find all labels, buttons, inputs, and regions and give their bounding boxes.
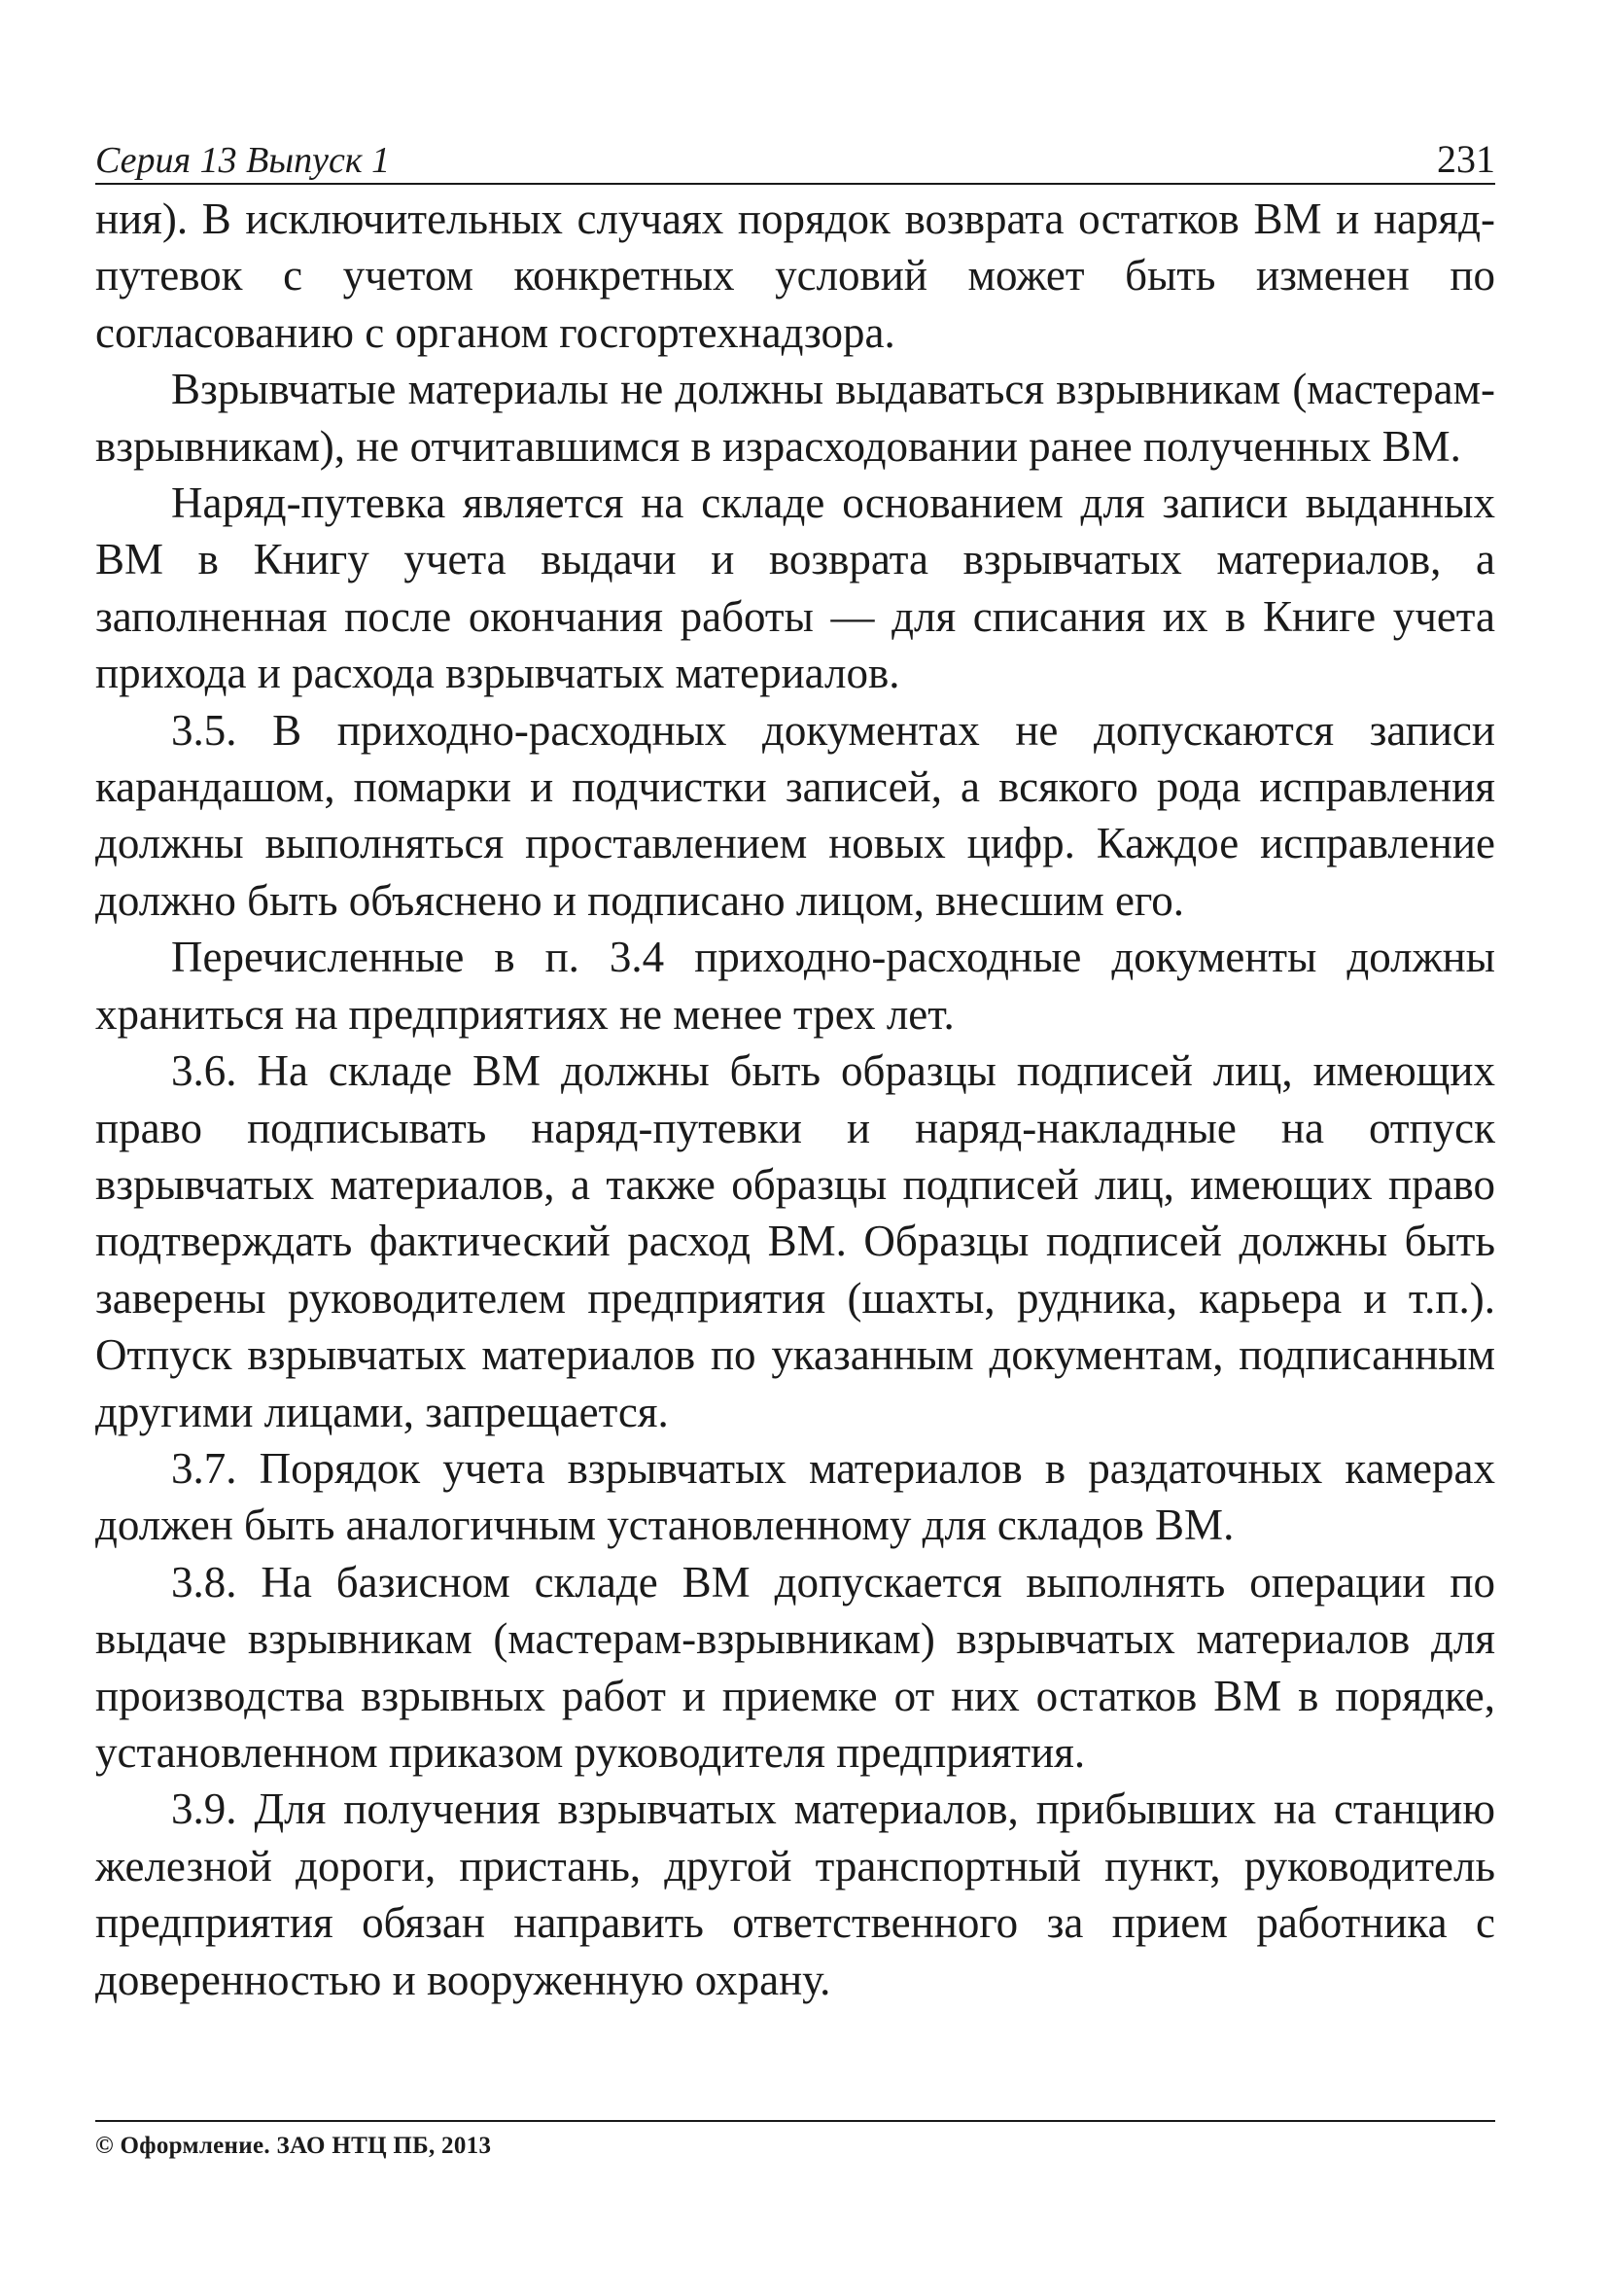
page-number: 231: [1437, 137, 1495, 181]
paragraph-clause-3-7: 3.7. Порядок учета взрывчатых материалов в раздаточных камерах должен быть аналогичным установленному для складов ВМ.: [95, 1443, 1495, 1550]
body-text: [95, 191, 1495, 2008]
paragraph-clause-3-8: 3.8. На базисном складе ВМ допускается выполнять операции по выдаче взрывникам (мастерам-взрывникам) взрывчатых материалов для производства взрывных работ и приемке от них остатков ВМ в порядке, установленном приказом руководителя предприятия.: [95, 1557, 1495, 1777]
paragraph: Перечисленные в п. 3.4 приходно-расходные документы должны храниться на предприятиях не менее трех лет.: [95, 933, 1495, 1039]
paragraph-clause-3-6: 3.6. На складе ВМ должны быть образцы подписей лиц, имеющих право подписывать наряд-путевки и наряд-накладные на отпуск взрывчатых материалов, а также образцы подписей лиц, имеющих право подтверждать фактический расход ВМ. Образцы подписей должны быть заверены руководителем предприятия (шахты, рудника, карьера и т.п.). Отпуск взрывчатых материалов по указанным документам, подписанным другими лицами, запрещается.: [95, 1046, 1495, 1436]
paragraph: Наряд-путевка является на складе основанием для записи выданных ВМ в Книгу учета выдачи и возврата взрывчатых материалов, а заполненная после окончания работы — для списания их в Книге учета прихода и расхода взрывчатых материалов.: [95, 478, 1495, 698]
paragraph: Взрывчатые материалы не должны выдаваться взрывникам (мастерам-взрывникам), не отчитавшимся в израсходовании ранее полученных ВМ.: [95, 365, 1495, 471]
page-footer: [95, 2120, 1495, 2161]
paragraph-continuation: ния). В исключительных случаях порядок возврата остатков ВМ и наряд-путевок с учетом конкретных условий может быть изменен по согласованию с органом госгортехнадзора.: [95, 194, 1495, 357]
running-header: [95, 134, 1495, 185]
copyright-notice: © Оформление. ЗАО НТЦ ПБ, 2013: [95, 2133, 492, 2159]
document-page: [95, 134, 1495, 2254]
paragraph-clause-3-9: 3.9. Для получения взрывчатых материалов, прибывших на станцию железной дороги, пристань, другой транспортный пункт, руководитель предприятия обязан направить ответственного за прием работника с доверенностью и вооруженную охрану.: [95, 1784, 1495, 2004]
series-title: Серия 13 Выпуск 1: [95, 140, 391, 181]
paragraph-clause-3-5: 3.5. В приходно-расходных документах не допускаются записи карандашом, помарки и подчистки записей, а всякого рода исправления должны выполняться проставлением новых цифр. Каждое исправление должно быть объяснено и подписано лицом, внесшим его.: [95, 705, 1495, 925]
